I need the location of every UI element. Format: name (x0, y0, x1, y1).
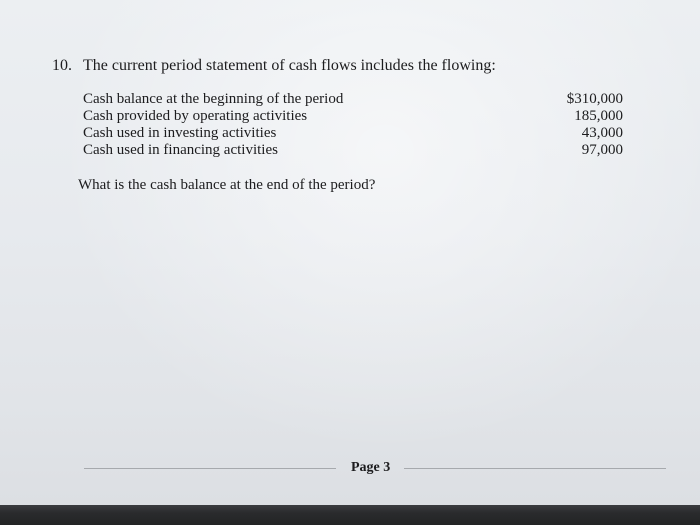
item-value: $310,000 (566, 91, 623, 107)
cash-flow-item (83, 125, 643, 142)
cash-flow-items (83, 91, 643, 159)
question-number: 10. (52, 57, 72, 74)
item-value: 185,000 (574, 108, 623, 124)
cash-flow-item (83, 108, 643, 125)
cash-flow-item (83, 91, 643, 108)
item-label: Cash used in financing activities (83, 142, 278, 158)
item-value: 97,000 (581, 142, 623, 158)
question-prompt: What is the cash balance at the end of the period? (78, 177, 376, 193)
footer-rule-right (404, 468, 666, 469)
desk-surface (0, 505, 700, 525)
item-label: Cash balance at the beginning of the period (83, 91, 344, 107)
cash-flow-item (83, 142, 643, 159)
item-label: Cash provided by operating activities (83, 108, 308, 124)
question-stem: The current period statement of cash flows includes the flowing: (83, 57, 496, 74)
item-label: Cash used in investing activities (83, 125, 277, 141)
footer-rule-left (84, 468, 336, 469)
item-value: 43,000 (581, 125, 623, 141)
page-number: Page 3 (351, 460, 391, 475)
